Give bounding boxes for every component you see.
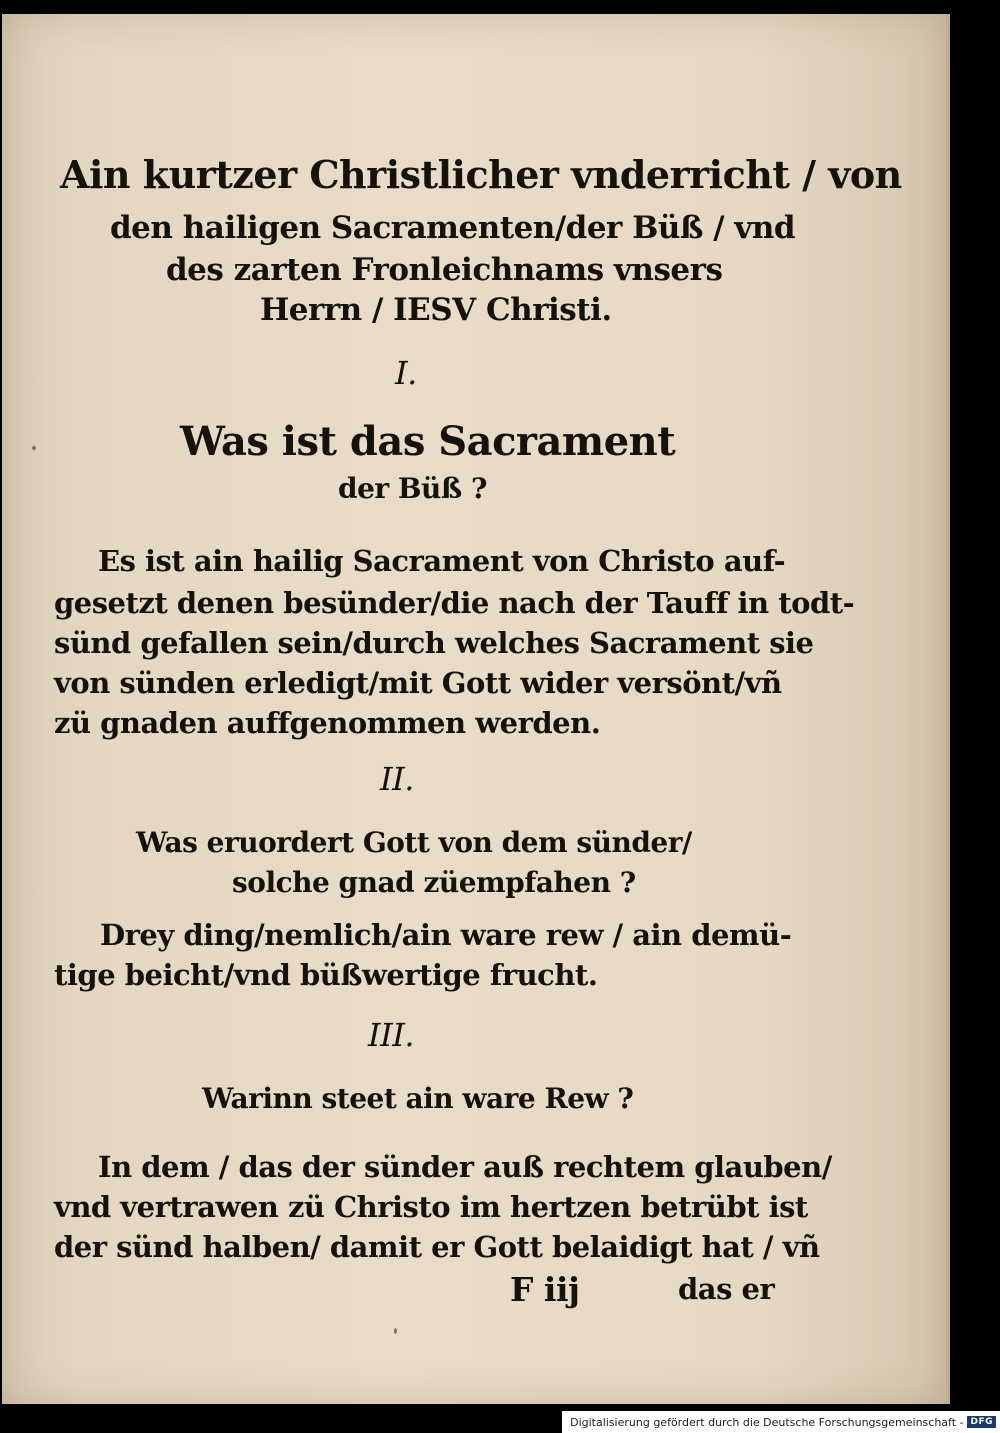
section-1-question-line-1: Was ist das Sacrament: [180, 418, 676, 465]
ink-speck: [32, 446, 36, 450]
section-numeral-1: I.: [395, 354, 417, 392]
section-3-answer-line-3: der sünd halben/ damit er Gott belaidigt hat / vñ: [54, 1230, 820, 1264]
section-3-answer-line-1: In dem / das der sünder auß rechtem glauben/: [98, 1150, 832, 1184]
book-page: [2, 14, 950, 1404]
section-1-answer-line-5: zü gnaden auffgenommen werden.: [54, 706, 601, 740]
title-line-2: den hailigen Sacramenten/der Büß / vnd: [110, 210, 796, 246]
section-2-question-line-1: Was eruordert Gott von dem sünder/: [136, 826, 692, 859]
signature-mark: F iij: [510, 1270, 580, 1309]
section-2-answer-line-2: tige beicht/vnd büßwertige frucht.: [54, 958, 598, 992]
section-2-question-line-2: solche gnad züempfahen ?: [232, 866, 636, 899]
section-numeral-2: II.: [380, 760, 414, 798]
section-3-question-line-1: Warinn steet ain ware Rew ?: [202, 1082, 634, 1115]
ink-speck: [394, 1328, 397, 1334]
funding-footer: [562, 1411, 1000, 1433]
funding-notice: Digitalisierung gefördert durch die Deutsche Forschungsgemeinschaft -: [570, 1415, 964, 1429]
section-1-answer-line-2: gesetzt denen besünder/die nach der Tauff in todt-: [54, 586, 855, 620]
section-1-answer-line-1: Es ist ain hailig Sacrament von Christo auf-: [98, 544, 786, 578]
section-numeral-3: III.: [368, 1016, 415, 1054]
title-line-1: Ain kurtzer Christlicher vnderricht / von: [60, 152, 902, 197]
section-3-answer-line-2: vnd vertrawen zü Christo im hertzen betrübt ist: [54, 1190, 808, 1224]
dfg-logo: DFG: [967, 1416, 996, 1428]
title-line-4: Herrn / IESV Christi.: [260, 292, 612, 328]
title-line-3: des zarten Fronleichnams vnsers: [166, 252, 723, 288]
section-1-answer-line-3: sünd gefallen sein/durch welches Sacrament sie: [54, 626, 814, 660]
section-1-answer-line-4: von sünden erledigt/mit Gott wider versönt/vñ: [54, 666, 782, 700]
section-1-question-line-2: der Büß ?: [338, 472, 487, 505]
catchword: das er: [678, 1272, 775, 1306]
section-2-answer-line-1: Drey ding/nemlich/ain ware rew / ain demü-: [100, 918, 792, 952]
